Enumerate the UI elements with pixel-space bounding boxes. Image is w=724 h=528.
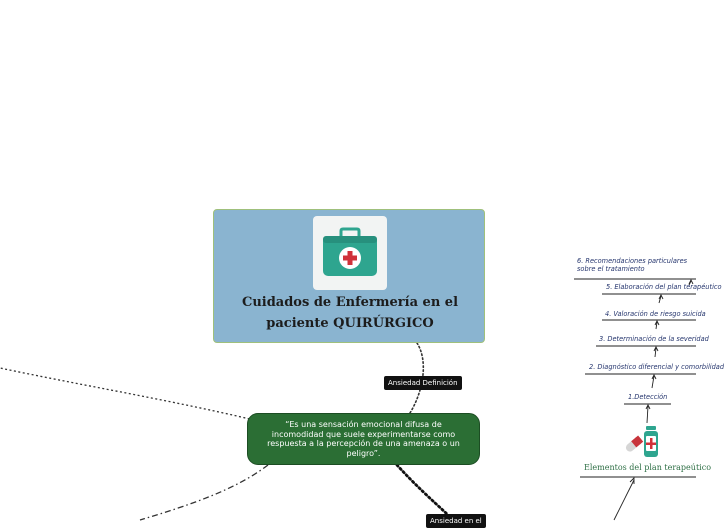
plan-step-5[interactable]: 5. Elaboración del plan terapéutico [606,283,722,291]
main-title-line-2: paciente QUIRÚRGICO [266,316,434,331]
medicine-bottle-pill-icon [621,423,665,461]
main-title-line-1: Cuidados de Enfermería en el [241,295,459,310]
plan-step-1[interactable]: 1.Detección [628,393,668,401]
connector-definition-bottom-right [397,465,447,514]
main-topic-title [214,292,486,334]
definition-text: “Es una sensación emocional difusa de incomodidad que suele experimentarse como respuesta a la percepción de una amenaza o un peligro”. [267,420,460,458]
plan-elements-node[interactable]: Elementos del plan terapeútico [584,463,712,472]
plan-step-6[interactable]: 6. Recomendaciones particulares sobre el tratamiento [577,257,688,273]
first-aid-kit-icon [313,216,387,290]
definition-node[interactable] [247,413,480,465]
relationship-label-ansiedad-definicion[interactable]: Ansiedad Definición [384,376,462,390]
connector-definition-left [0,368,254,420]
plan-step-4[interactable]: 4. Valoración de riesgo suicida [605,310,706,318]
main-topic-node[interactable] [213,209,485,343]
plan-step-3[interactable]: 3. Determinación de la severidad [599,335,709,343]
connector-definition-bottom-left [140,465,268,520]
relationship-label-bottom[interactable]: Ansiedad en el [426,514,486,528]
plan-step-2[interactable]: 2. Diagnóstico diferencial y comorbilidad [589,363,724,371]
